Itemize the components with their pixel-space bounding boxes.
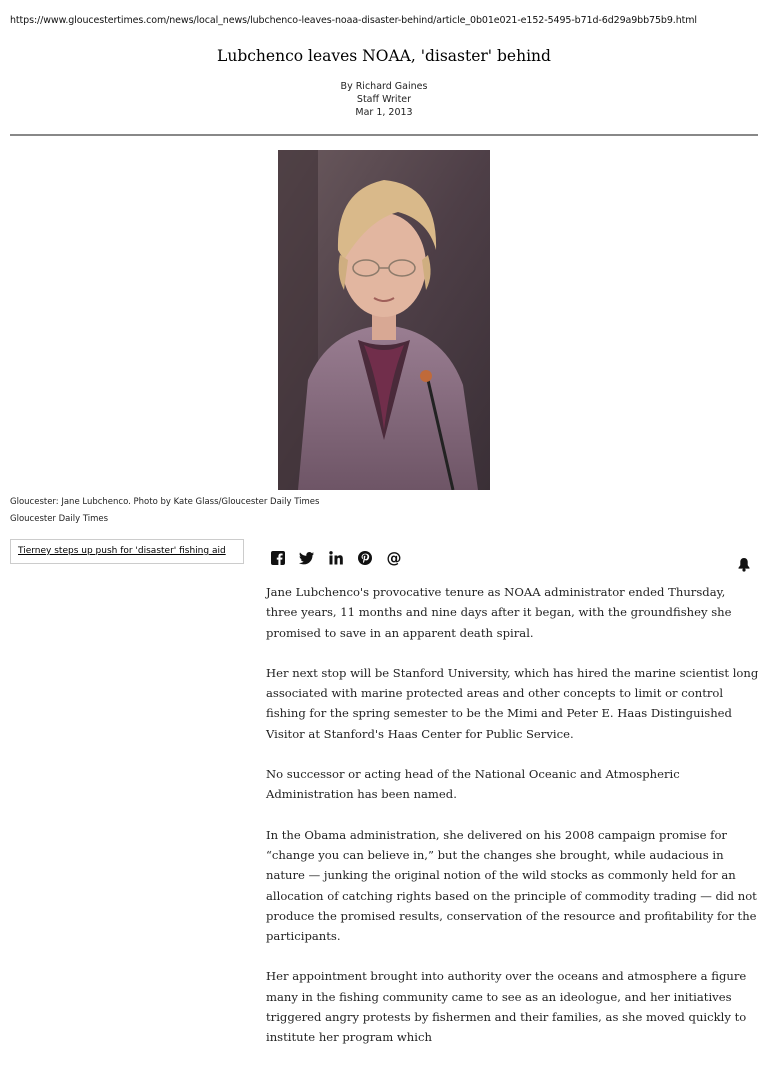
svg-text:@: @ [386,550,402,566]
notification-bell-icon[interactable] [737,557,751,572]
article-paragraph: No successor or acting head of the National Oceanic and Atmospheric Administration has been named. [266,767,680,802]
photo-credit: Gloucester Daily Times [10,514,109,524]
byline [0,80,768,119]
article-paragraph: Her next stop will be Stanford University, which has hired the marine scientist long associated with marine protected areas and other concepts to limit or control fishing for the spring semester to be the Mimi and Peter E. Haas Distinguished Visitor at Stanford's Haas Center for Public Service. [266,665,759,741]
pinterest-icon[interactable] [357,550,373,566]
linkedin-icon[interactable] [328,550,344,566]
byline-date: Mar 1, 2013 [355,107,413,118]
article-paragraph: Her appointment brought into authority over the oceans and atmosphere a figure many in the fishing community came to see as an ideologue, and her initiatives triggered angry protests by fishermen and their families, as she moved quickly to institute her program which [266,969,747,1045]
byline-role: Staff Writer [356,94,412,105]
photo-caption: Gloucester: Jane Lubchenco. Photo by Kate Glass/Gloucester Daily Times [10,497,320,507]
article-photo[interactable] [278,150,490,490]
share-bar [270,549,415,567]
article-paragraph: In the Obama administration, she delivered on his 2008 campaign promise for “change you can believe in,” but the changes she brought, while audacious in nature — junking the original notion of the wild stocks as commonly held for an allocation of catching rights based on the principle of commodity trading — did not produce the promised results, conservation of the resource and profitability for the participants. [266,827,757,944]
portrait-illustration [278,150,490,490]
header-divider [10,134,758,136]
article-body [266,582,760,1068]
related-article-link[interactable]: Tierney steps up push for 'disaster' fishing aid [18,546,226,556]
byline-author[interactable]: By Richard Gaines [340,81,428,92]
related-article-box [10,539,244,564]
twitter-icon[interactable] [299,550,315,566]
email-icon[interactable] [386,550,402,566]
article-paragraph: Jane Lubchenco's provocative tenure as NOAA administrator ended Thursday, three years, 11 months and nine days after it began, with the groundfishey she promised to save in an apparent death spiral. [266,585,732,640]
page-url: https://www.gloucestertimes.com/news/local_news/lubchenco-leaves-noaa-disaster-behind/article_0b01e021-e152-5495-b71d-6d29a9bb75b9.html [10,15,697,26]
facebook-icon[interactable] [270,550,286,566]
article-headline: Lubchenco leaves NOAA, 'disaster' behind [217,47,551,65]
